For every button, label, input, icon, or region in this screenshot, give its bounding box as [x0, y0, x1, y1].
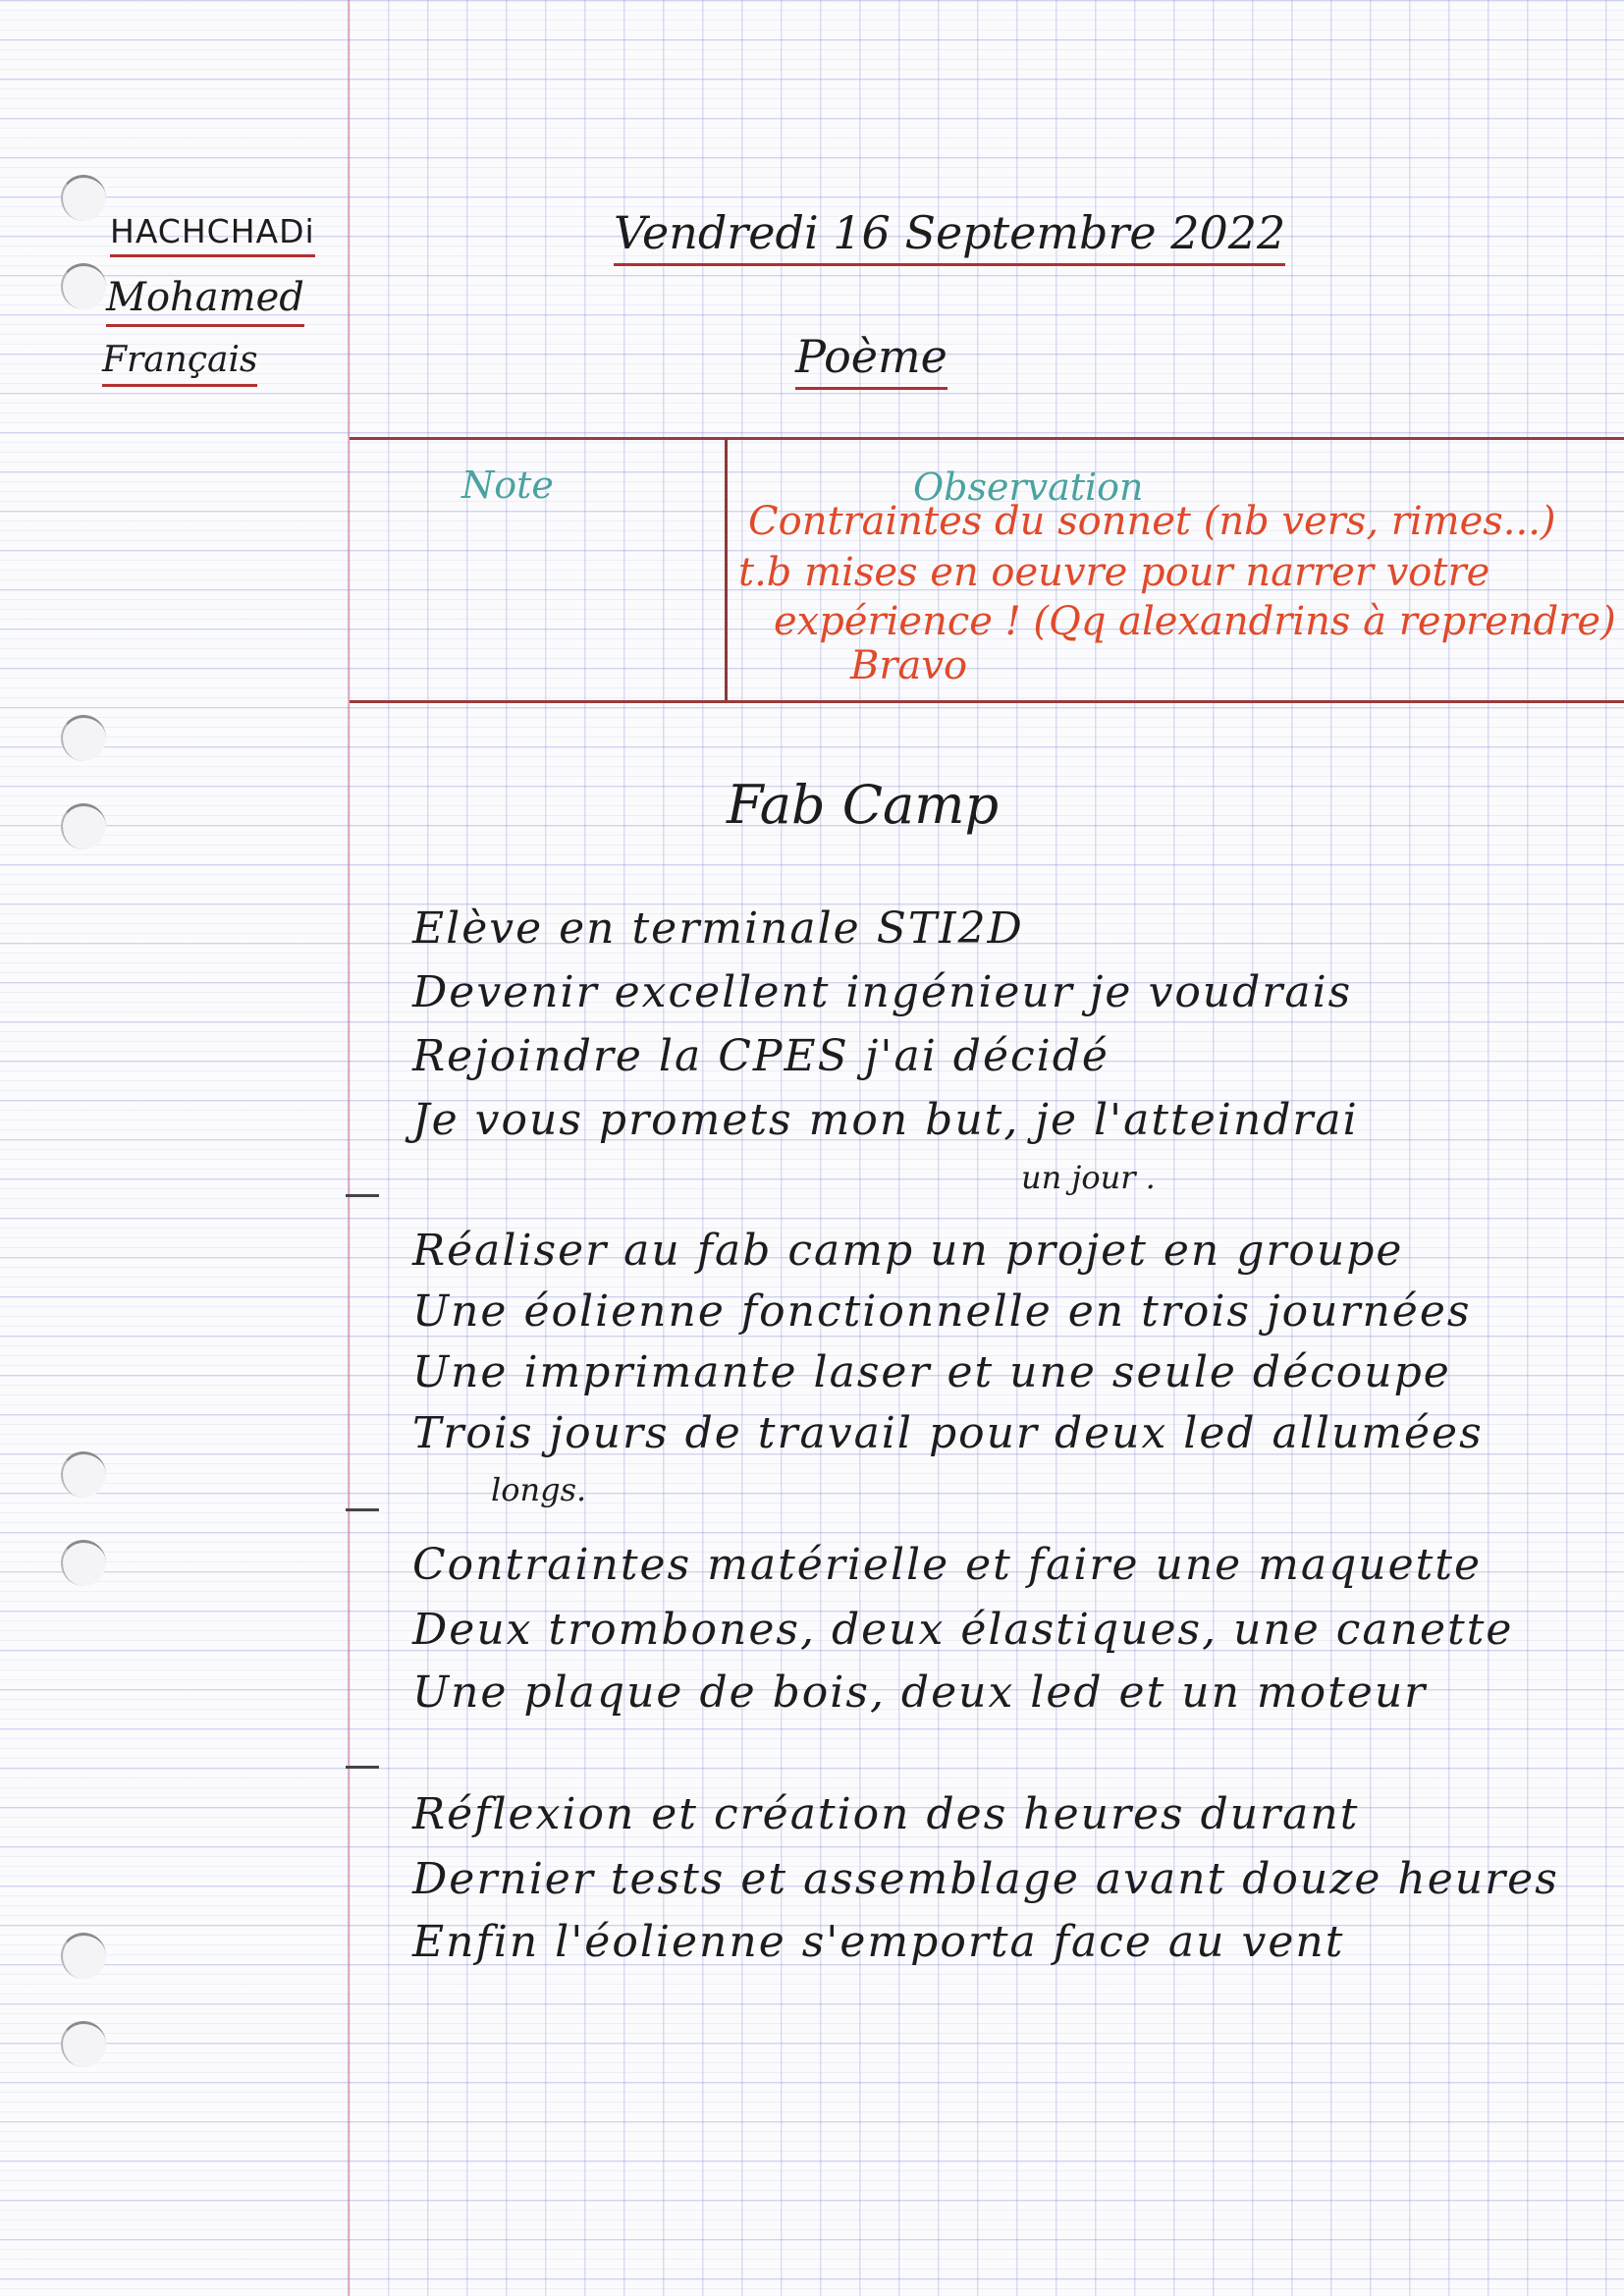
- teacher-comment-line: expérience ! (Qq alexandrins à reprendre): [774, 599, 1616, 644]
- subject-label: Français: [102, 340, 257, 387]
- poem-line: Rejoindre la CPES j'ai décidé: [412, 1031, 1110, 1081]
- student-first-name: Mohamed: [106, 275, 304, 327]
- poem-title: Fab Camp: [727, 774, 1000, 836]
- binder-hole: [61, 715, 106, 761]
- teacher-comment-line: t.b mises en oeuvre pour narrer votre: [738, 550, 1490, 595]
- poem-line: Enfin l'éolienne s'emporta face au vent: [412, 1917, 1345, 1967]
- poem-line: Deux trombones, deux élastiques, une canette: [412, 1605, 1514, 1655]
- poem-line: Une imprimante laser et une seule découpe: [412, 1347, 1451, 1397]
- stanza-mark: [346, 1508, 379, 1511]
- binder-hole: [61, 803, 106, 849]
- poem-line: Contraintes matérielle et faire une maquette: [412, 1540, 1483, 1590]
- binder-hole: [61, 1540, 106, 1586]
- teacher-comment-line: Bravo: [850, 643, 968, 688]
- teacher-comment-line: Contraintes du sonnet (nb vers, rimes...): [748, 499, 1556, 544]
- poem-line: Devenir excellent ingénieur je voudrais: [412, 967, 1353, 1017]
- note-column-header: Note: [461, 464, 554, 507]
- poem-line: Réflexion et création des heures durant: [412, 1789, 1360, 1839]
- margin-line: [348, 0, 350, 2296]
- poem-line: Trois jours de travail pour deux led allumées: [412, 1408, 1484, 1458]
- binder-hole: [61, 2021, 106, 2067]
- binder-hole: [61, 175, 106, 221]
- poem-line: Une éolienne fonctionnelle en trois journées: [412, 1286, 1472, 1337]
- date-heading: Vendredi 16 Septembre 2022: [614, 206, 1285, 266]
- poem-line: Réaliser au fab camp un projet en groupe: [412, 1226, 1404, 1276]
- poem-line: Je vous promets mon but, je l'atteindrai: [412, 1095, 1359, 1145]
- student-last-name: HACHCHADi: [110, 212, 315, 257]
- binder-hole: [61, 1933, 106, 1979]
- poem-line-insertion: un jour .: [1021, 1159, 1156, 1196]
- binder-hole: [61, 263, 106, 309]
- stanza-mark: [346, 1194, 379, 1197]
- observation-column-header: Observation: [913, 465, 1144, 509]
- poem-line: Elève en terminale STI2D: [412, 903, 1024, 954]
- poem-line: Une plaque de bois, deux led et un moteur: [412, 1667, 1428, 1718]
- poem-line-insertion: longs.: [491, 1471, 587, 1508]
- binder-hole: [61, 1451, 106, 1498]
- table-divider: [725, 437, 728, 700]
- stanza-mark: [346, 1766, 379, 1769]
- poem-line: Dernier tests et assemblage avant douze heures: [412, 1854, 1559, 1904]
- assignment-title: Poème: [795, 330, 947, 390]
